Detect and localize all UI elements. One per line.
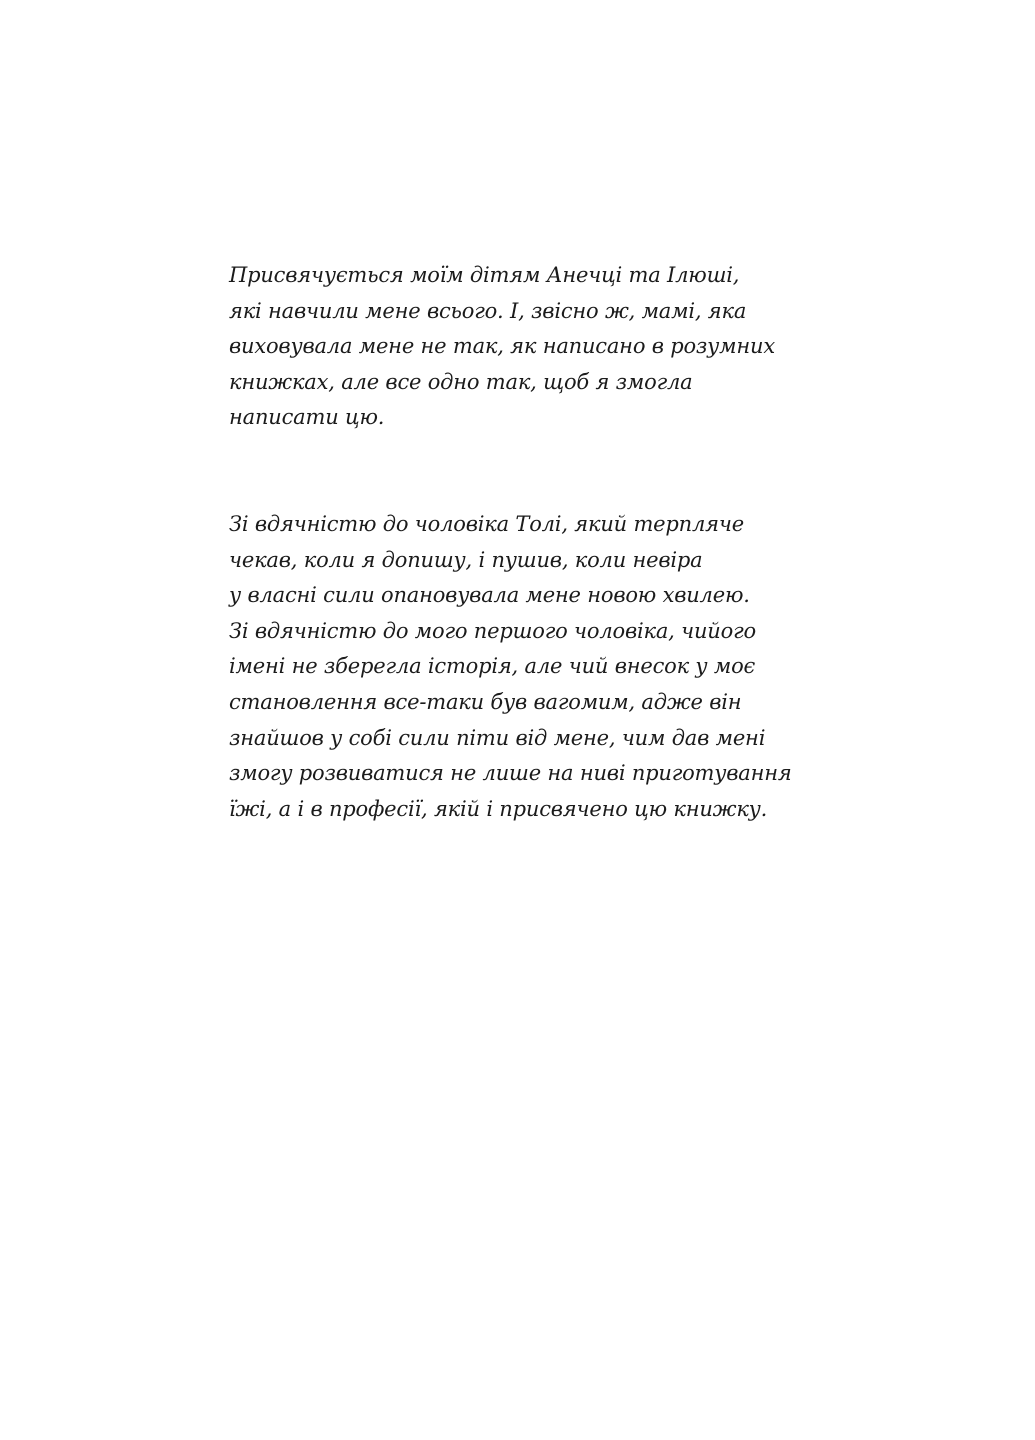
text-line: чекав, коли я допишу, і пушив, коли невіра bbox=[229, 547, 703, 572]
text-line: Присвячується моїм дітям Анечці та Ілюші, bbox=[229, 263, 740, 287]
text-line: написати цю. bbox=[229, 405, 385, 430]
text-line: Зі вдячністю до мого першого чоловіка, чийого bbox=[229, 618, 756, 643]
text-line: їжі, а і в професії, якій і присвячено цю книжку. bbox=[229, 796, 768, 821]
text-line: які навчили мене всього. І, звісно ж, мамі, яка bbox=[229, 298, 747, 323]
text-line: Зі вдячністю до чоловіка Толі, який терпляче bbox=[229, 512, 744, 536]
dedication-paragraph-family bbox=[229, 258, 775, 436]
text-line: імені не зберегла історія, але чий внесок у моє bbox=[229, 654, 756, 679]
text-line: становлення все-таки був вагомим, адже він bbox=[229, 689, 742, 714]
text-line: у власні сили опановувала мене новою хвилею. bbox=[229, 583, 750, 608]
text-line: змогу розвиватися не лише на ниві приготування bbox=[229, 761, 792, 786]
text-line: книжках, але все одно так, щоб я змогла bbox=[229, 369, 693, 394]
text-line: виховувала мене не так, як написано в розумних bbox=[229, 334, 775, 359]
text-line: знайшов у собі сили піти від мене, чим дав мені bbox=[229, 725, 766, 750]
dedication-paragraph-gratitude bbox=[229, 507, 792, 827]
